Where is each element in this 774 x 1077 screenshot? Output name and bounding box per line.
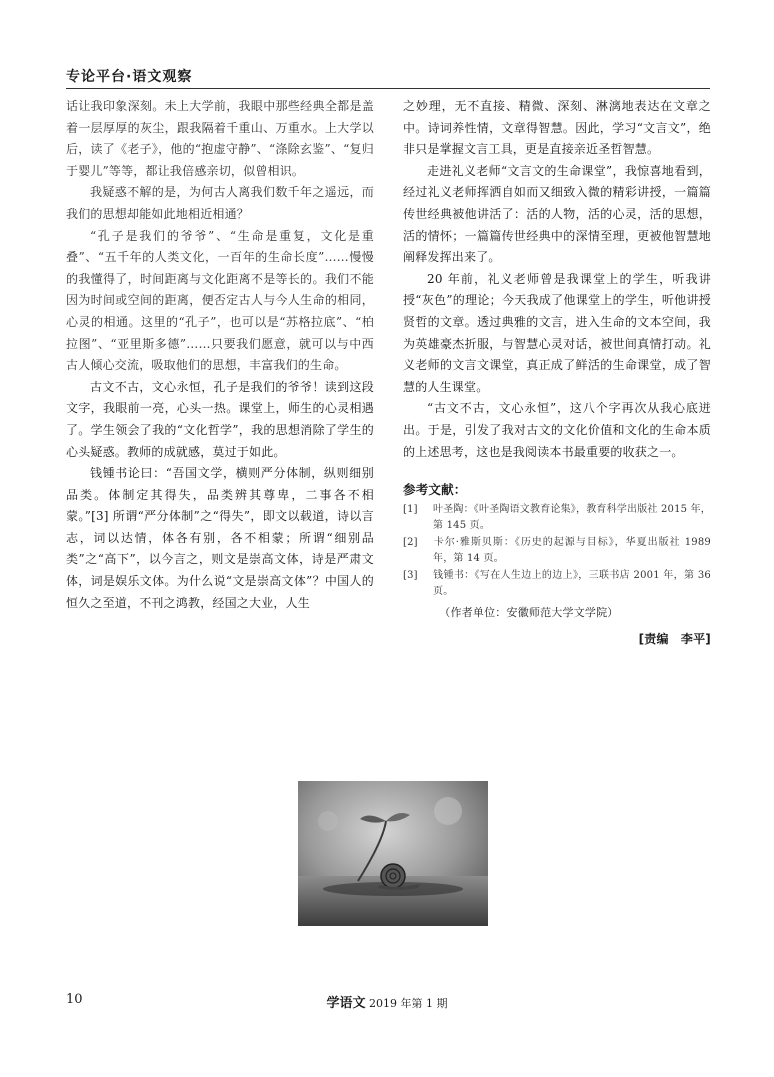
paragraph: 20 年前，礼义老师曾是我课堂上的学生，听我讲授“灰色”的理论；今天我成了他课堂上的学生，听他讲授贤哲的文章。透过典雅的文言，进入生命的文本空间，我为英雄豪杰折服，与智慧心灵对话，被世间真情打动。礼义老师的文言文课堂，真正成了鲜活的生命课堂，成了智慧的人生课堂。 — [403, 271, 711, 394]
paragraph: 话让我印象深刻。未上大学前，我眼中那些经典全都是盖着一层厚厚的灰尘，跟我隔着千重山、万重水。上大学以后，读了《老子》，他的“抱虚守静”、“涤除玄鉴”、“复归于婴儿”等等，都让我倍感亲切，似曾相识。 — [66, 99, 374, 178]
magazine-name: 学语文 — [326, 996, 366, 1011]
photo-graphic — [298, 781, 488, 926]
editor-credit: [责编 李平] — [638, 632, 711, 647]
reference-text: 钱锺书：《写在人生边上的边上》，三联书店 2001 年，第 36 页。 — [433, 569, 711, 597]
reference-number: [2] — [403, 536, 418, 548]
paragraph: 古文不古，文心永恒，孔子是我们的爷爷！读到这段文字，我眼前一亮，心头一热。课堂上，师生的心灵相遇了。学生领会了我的“文化哲学”，我的思想消除了学生的心头疑惑。教师的成就感，莫过于如此。 — [66, 379, 374, 459]
header-divider — [66, 88, 710, 89]
paragraph: “孔子是我们的爷爷”、“生命是重复，文化是重叠”、“五千年的人类文化，一百年的生命长度”……慢慢的我懂得了，时间距离与文化距离不是等长的。我们不能因为时间或空间的距离，便否定古人与今人生命的相同，心灵的相通。这里的“孔子”，也可以是“苏格拉底”、“柏拉图”、“亚里斯多德”……只要我们愿意，就可以与中西古人倾心交流，吸取他们的思想，丰富我们的生命。 — [66, 228, 374, 373]
snail-photo-icon — [298, 781, 488, 926]
reference-text: 叶圣陶：《叶圣陶语文教育论集》，教育科学出版社 2015 年，第 145 页。 — [433, 503, 712, 531]
reference-item — [403, 568, 711, 600]
right-column — [403, 96, 711, 651]
reference-item — [403, 535, 711, 567]
page-number: 10 — [66, 992, 83, 1007]
paragraph: 钱锺书论曰：“吾国文学，横则严分体制，纵则细别品类。体制定其得失，品类辨其尊卑，二事各不相蒙。”[3] 所谓“严分体制”之“得失”，即文以载道，诗以言志，词以达情，体各有别，各不相蒙；所谓“细别品类”之“高下”，以今言之，则文是崇高文体，诗是严肃文体，词是娱乐文体。为什么说“文是崇高文体”？中国人的恒久之至道，不刊之鸿教，经国之大业，人生 — [66, 466, 374, 610]
section-header: 专论平台·语文观察 — [66, 69, 193, 85]
left-column — [66, 96, 374, 614]
reference-number: [3] — [403, 569, 418, 581]
author-affiliation: （作者单位：安徽师范大学文学院） — [439, 605, 619, 619]
reference-item — [403, 502, 711, 534]
issue-label: 2019 年第 1 期 — [369, 997, 448, 1010]
reference-number: [1] — [403, 503, 418, 515]
paragraph: 之妙理，无不直接、精微、深刻、淋漓地表达在文章之中。诗词养性情，文章得智慧。因此，学习“文言文”，绝非只是掌握文言工具，更是直接亲近圣哲智慧。 — [403, 99, 711, 157]
reference-text: 卡尔·雅斯贝斯：《历史的起源与目标》，华夏出版社 1989 年，第 14 页。 — [433, 536, 711, 564]
paragraph: 我疑惑不解的是，为何古人离我们数千年之遥远，而我们的思想却能如此地相近相通？ — [66, 185, 374, 221]
paragraph: 走进礼义老师“文言文的生命课堂”，我惊喜地看到，经过礼义老师挥洒自如而又细致入微的精彩讲授，一篇篇传世经典被他讲活了：活的人物，活的心灵，活的思想，活的情怀；一篇篇传世经典中的深情至理，更被他智慧地阐释发挥出来了。 — [403, 163, 711, 265]
footer-issue — [0, 992, 774, 1011]
paragraph: “古文不古，文心永恒”，这八个字再次从我心底迸出。于是，引发了我对古文的文化价值和文化的生命本质的上述思考，这也是我阅读本书最重要的收获之一。 — [403, 401, 711, 459]
references-title: 参考文献： — [403, 482, 467, 498]
